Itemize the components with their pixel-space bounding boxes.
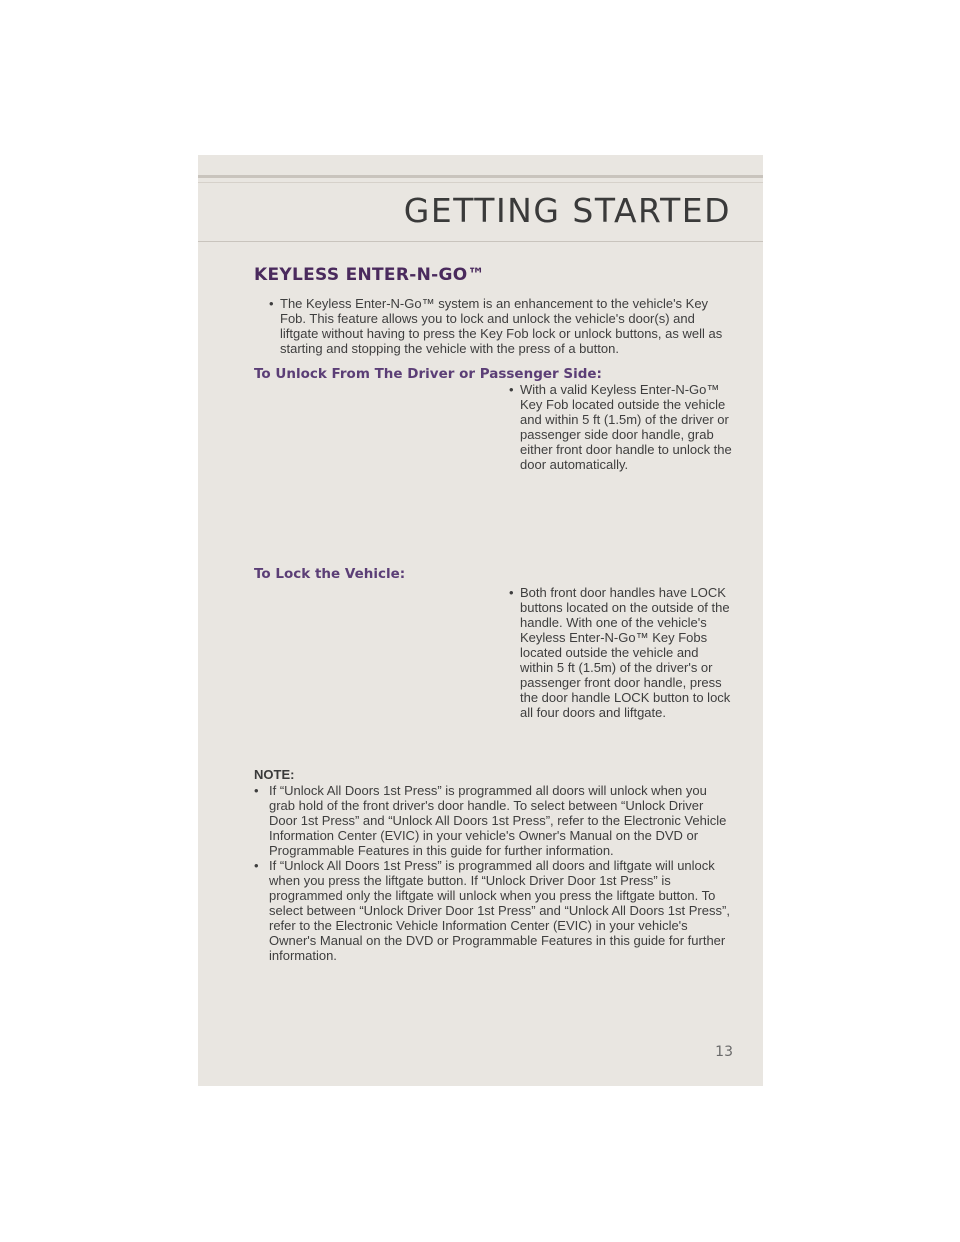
note-item: • If “Unlock All Doors 1st Press” is programmed all doors will unlock when you grab hold of the front driver's door handle. To select between “Unlock Driver Door 1st Press” and “Unlock All Doors 1st Press”, refer to the Electronic Vehicle Information Center (EVIC) in your vehicle's Owner's Manual on the DVD or Programmable Features in this guide for further information.: [254, 783, 732, 858]
lock-heading: To Lock the Vehicle:: [254, 566, 406, 582]
lock-item: • Both front door handles have LOCK buttons located on the outside of the handle. With one of the vehicle's Keyless Enter-N-Go™ Key Fobs located outside the vehicle and within 5 ft (1.5m) of the driver's or passenger front door handle, press the door handle LOCK button to lock all four doors and liftgate.: [507, 585, 732, 720]
lock-list: [507, 585, 732, 720]
section-title: GETTING STARTED: [403, 191, 731, 230]
intro-list: [254, 296, 732, 356]
header-divider: [198, 241, 763, 242]
unlock-item: • With a valid Keyless Enter-N-Go™ Key Fob located outside the vehicle and within 5 ft (1.5m) of the driver or passenger side door handle, grab either front door handle to unlock the door automatically.: [507, 382, 732, 472]
note-item: • If “Unlock All Doors 1st Press” is programmed all doors and liftgate will unlock when you press the liftgate button. If “Unlock Driver Door 1st Press” is programmed only the liftgate will unlock when you press the liftgate button. To select between “Unlock Driver Door 1st Press” and “Unlock All Doors 1st Press”, refer to the Electronic Vehicle Information Center (EVIC) in your vehicle's Owner's Manual on the DVD or Programmable Features in this guide for further information.: [254, 858, 732, 963]
top-rule-thin: [198, 182, 763, 183]
note-list: [254, 783, 732, 963]
top-rule: [198, 175, 763, 178]
feature-heading: KEYLESS ENTER-N-GO™: [254, 265, 485, 285]
manual-page: [198, 155, 763, 1086]
page-content: [254, 265, 732, 963]
page-number: 13: [715, 1044, 733, 1060]
note-block: [254, 767, 732, 963]
note-label: NOTE:: [254, 767, 295, 782]
unlock-heading: To Unlock From The Driver or Passenger Side:: [254, 366, 602, 382]
intro-item: • The Keyless Enter-N-Go™ system is an enhancement to the vehicle's Key Fob. This feature allows you to lock and unlock the vehicle's door(s) and liftgate without having to press the Key Fob lock or unlock buttons, as well as starting and stopping the vehicle with the press of a button.: [267, 296, 732, 356]
unlock-list: [507, 382, 732, 472]
